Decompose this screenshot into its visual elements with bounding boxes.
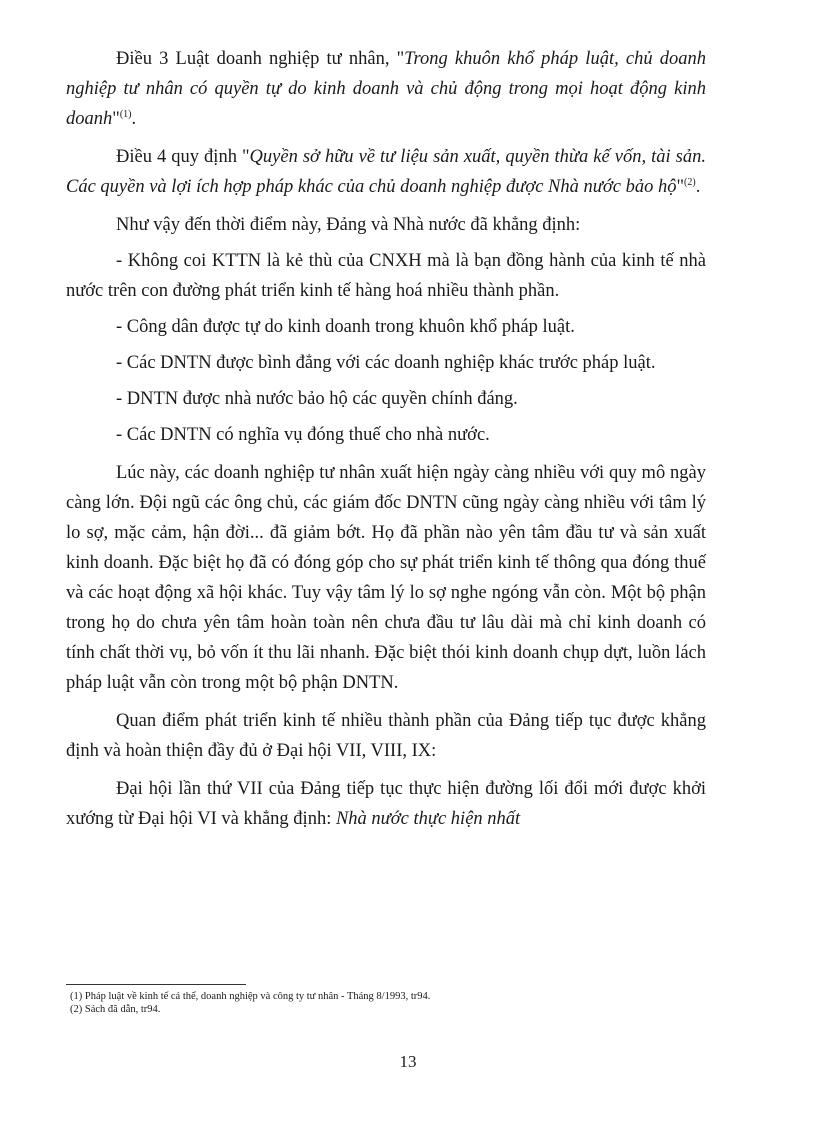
text: " [676, 177, 685, 197]
bullet-item: - Các DNTN được bình đẳng với các doanh nghiệp khác trước pháp luật. [116, 353, 656, 373]
bullet-item: - DNTN được nhà nước bảo hộ các quyền chính đáng. [116, 389, 518, 409]
page-number: 13 [399, 1052, 417, 1071]
paragraph-private-enterprises: Lúc này, các doanh nghiệp tư nhân xuất hiện ngày càng nhiều với quy mô ngày càng lớn. Đội ngũ các ông chủ, các giám đốc DNTN cũng ngày càng nhiều với tâm lý lo sợ, mặc cảm, hận đời... đã giảm bớt. Họ đã phần nào yên tâm đầu tư và sản xuất kinh doanh. Đặc biệt họ đã có đóng góp cho sự phát triển kinh tế thông qua đóng thuế và các hoạt động xã hội khác. Tuy vậy tâm lý lo sợ nghe ngóng vẫn còn. Một bộ phận trong họ do chưa yên tâm hoàn toàn nên chưa đầu tư lâu dài mà chỉ kinh doanh có tính chất thời vụ, bỏ vốn ít thu lãi nhanh. Đặc biệt thói kinh doanh chụp dựt, luồn lách pháp luật vẫn còn trong một bộ phận DNTN. [66, 463, 706, 693]
bullet-item: - Công dân được tự do kinh doanh trong khuôn khổ pháp luật. [116, 317, 575, 337]
footnote-ref: (1) [119, 108, 132, 120]
footnote-2: (2) Sách đã dẫn, tr94. [70, 1004, 161, 1015]
paragraph-congress-vii [66, 774, 706, 834]
quote-text: Trong khuôn khổ pháp luật, chủ doanh nghiệp tư nhân có quyền tự do kinh doanh và chủ động trong mọi hoạt động kinh doanh [66, 49, 707, 129]
paragraph-article-4 [66, 142, 706, 202]
paragraph-article-3 [66, 44, 706, 134]
bullet-item: - Các DNTN có nghĩa vụ đóng thuế cho nhà nước. [116, 425, 490, 445]
footnote-1: (1) Pháp luật về kinh tế cá thể, doanh nghiệp và công ty tư nhân - Tháng 8/1993, tr94. [70, 991, 431, 1002]
footnotes [70, 990, 710, 1016]
document-body [66, 44, 706, 834]
footnote-ref: (2) [684, 176, 696, 188]
bullet-item: - Không coi KTTN là kẻ thù của CNXH mà là bạn đồng hành của kinh tế nhà nước trên con đường phát triển kinh tế hàng hoá nhiều thành phần. [66, 251, 706, 301]
text: Điều 4 quy định " [116, 147, 250, 167]
paragraph-party-view: Quan điểm phát triển kinh tế nhiều thành phần của Đảng tiếp tục được khẳng định và hoàn thiện đầy đủ ở Đại hội VII, VIII, IX: [66, 711, 706, 761]
text: . [695, 177, 701, 197]
text: Điều 3 Luật doanh nghiệp tư nhân, " [116, 49, 405, 69]
text: " [112, 109, 120, 129]
text: Đại hội lần thứ VII của Đảng tiếp tục thực hiện đường lối đổi mới được khởi xướng từ Đại hội VI và khẳng định: [66, 779, 706, 829]
text: . [131, 109, 137, 129]
quote-text: Nhà nước thực hiện nhất [335, 809, 521, 829]
quote-text: Quyền sở hữu về tư liệu sản xuất, quyền thừa kế vốn, tài sản. Các quyền và lợi ích hợp pháp khác của chủ doanh nghiệp được Nhà nước bảo hộ [66, 147, 707, 197]
footnote-divider [66, 984, 246, 985]
paragraph-affirmation: Như vậy đến thời điểm này, Đảng và Nhà nước đã khẳng định: [116, 215, 581, 235]
